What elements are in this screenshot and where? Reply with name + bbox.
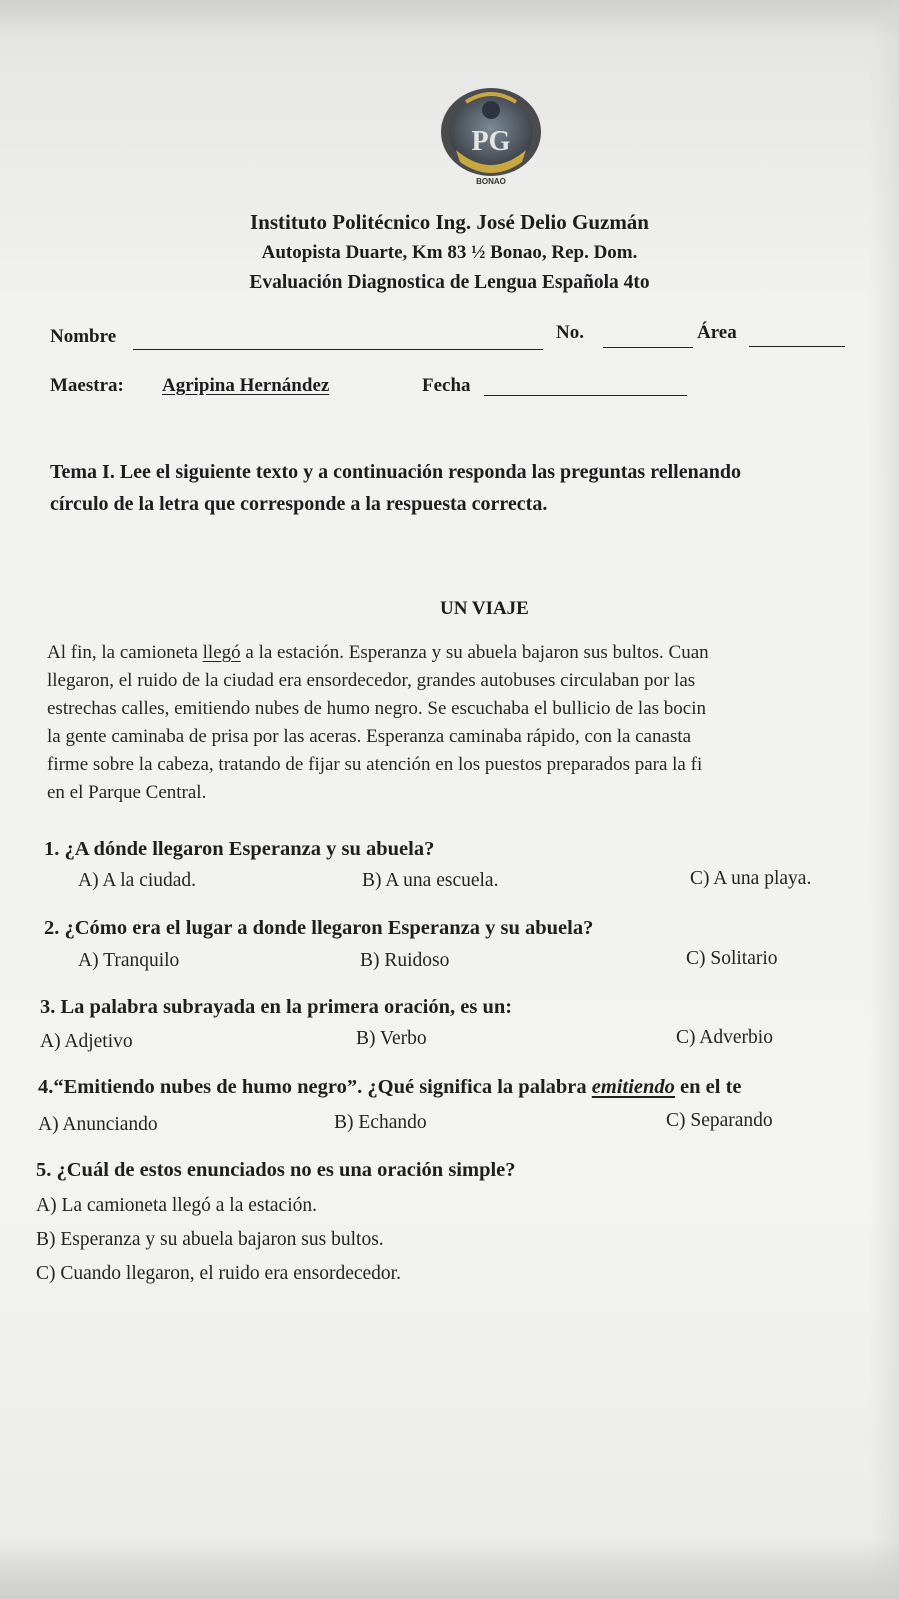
question-4-prompt-end: en el te	[674, 1076, 742, 1098]
question-4-option-b[interactable]: B) Echando	[334, 1112, 427, 1133]
reading-title: UN VIAJE	[440, 598, 529, 619]
no-blank[interactable]	[603, 347, 693, 348]
seal-lower-text: BONAO	[476, 177, 506, 186]
question-2-option-c[interactable]: C) Solitario	[686, 948, 778, 969]
fecha-blank[interactable]	[484, 395, 687, 396]
maestra-value: Agripina Hernández	[162, 375, 330, 396]
institution-address: Autopista Duarte, Km 83 ½ Bonao, Rep. Dom.	[261, 242, 638, 263]
question-5-option-c[interactable]: C) Cuando llegaron, el ruido era ensordecedor.	[36, 1263, 401, 1284]
question-4-prompt-start: 4.“Emitiendo nubes de humo negro”. ¿Qué significa la palabra	[38, 1076, 592, 1098]
question-1-option-c[interactable]: C) A una playa.	[690, 868, 812, 889]
reading-line-6: en el Parque Central.	[47, 782, 207, 803]
nombre-blank[interactable]	[133, 349, 543, 350]
reading-line-1-end: a la estación. Esperanza y su abuela bajaron sus bultos. Cuan	[240, 642, 709, 663]
instructions-line-1: Tema I. Lee el siguiente texto y a continuación responda las preguntas rellenando	[50, 461, 741, 483]
reading-line-4: la gente caminaba de prisa por las aceras. Esperanza caminaba rápido, con la canasta	[47, 726, 692, 747]
question-4-emphasized-word: emitiendo	[591, 1076, 675, 1098]
question-5-option-a[interactable]: A) La camioneta llegó a la estación.	[36, 1195, 317, 1216]
reading-line-3: estrechas calles, emitiendo nubes de humo negro. Se escuchaba el bullicio de las bocin	[47, 698, 706, 719]
reading-line-2: llegaron, el ruido de la ciudad era ensordecedor, grandes autobuses circulaban por las	[47, 670, 696, 691]
question-4-option-a[interactable]: A) Anunciando	[38, 1114, 158, 1135]
question-2-option-a[interactable]: A) Tranquilo	[78, 950, 180, 971]
question-3-option-a[interactable]: A) Adjetivo	[40, 1031, 133, 1052]
underlined-word: llegó	[202, 642, 241, 663]
question-2-option-b[interactable]: B) Ruidoso	[360, 950, 450, 971]
exam-title: Evaluación Diagnostica de Lengua Española 4to	[249, 272, 650, 293]
reading-line-5: firme sobre la cabeza, tratando de fijar su atención en los puestos preparados para la fi	[47, 754, 703, 775]
question-1-prompt: 1. ¿A dónde llegaron Esperanza y su abuela?	[44, 838, 435, 860]
question-1-option-b[interactable]: B) A una escuela.	[362, 870, 499, 891]
question-3-prompt: 3. La palabra subrayada en la primera oración, es un:	[40, 996, 513, 1018]
seal-monogram: PG	[471, 126, 511, 157]
paper-edge-shadow	[869, 0, 899, 1599]
area-blank[interactable]	[749, 346, 845, 347]
question-5-prompt: 5. ¿Cuál de estos enunciados no es una oración simple?	[36, 1159, 516, 1181]
area-label: Área	[697, 322, 737, 343]
maestra-label: Maestra:	[50, 375, 124, 396]
question-4-option-c[interactable]: C) Separando	[666, 1110, 773, 1131]
no-label: No.	[556, 322, 584, 343]
nombre-label: Nombre	[50, 326, 117, 347]
institution-name: Instituto Politécnico Ing. José Delio Guzmán	[250, 210, 649, 234]
paper-bottom-shadow	[0, 1539, 899, 1599]
fecha-label: Fecha	[422, 375, 471, 396]
question-2-prompt: 2. ¿Cómo era el lugar a donde llegaron Esperanza y su abuela?	[44, 917, 594, 939]
question-4-prompt	[38, 1076, 742, 1099]
reading-line-1-start: Al fin, la camioneta	[47, 642, 203, 663]
question-3-option-b[interactable]: B) Verbo	[356, 1028, 427, 1049]
school-seal-logo	[436, 80, 546, 188]
instructions-line-2: círculo de la letra que corresponde a la respuesta correcta.	[50, 493, 548, 515]
question-5-option-b[interactable]: B) Esperanza y su abuela bajaron sus bultos.	[36, 1229, 384, 1250]
question-1-option-a[interactable]: A) A la ciudad.	[78, 870, 197, 891]
question-3-option-c[interactable]: C) Adverbio	[676, 1027, 773, 1048]
reading-line-1	[47, 642, 709, 664]
